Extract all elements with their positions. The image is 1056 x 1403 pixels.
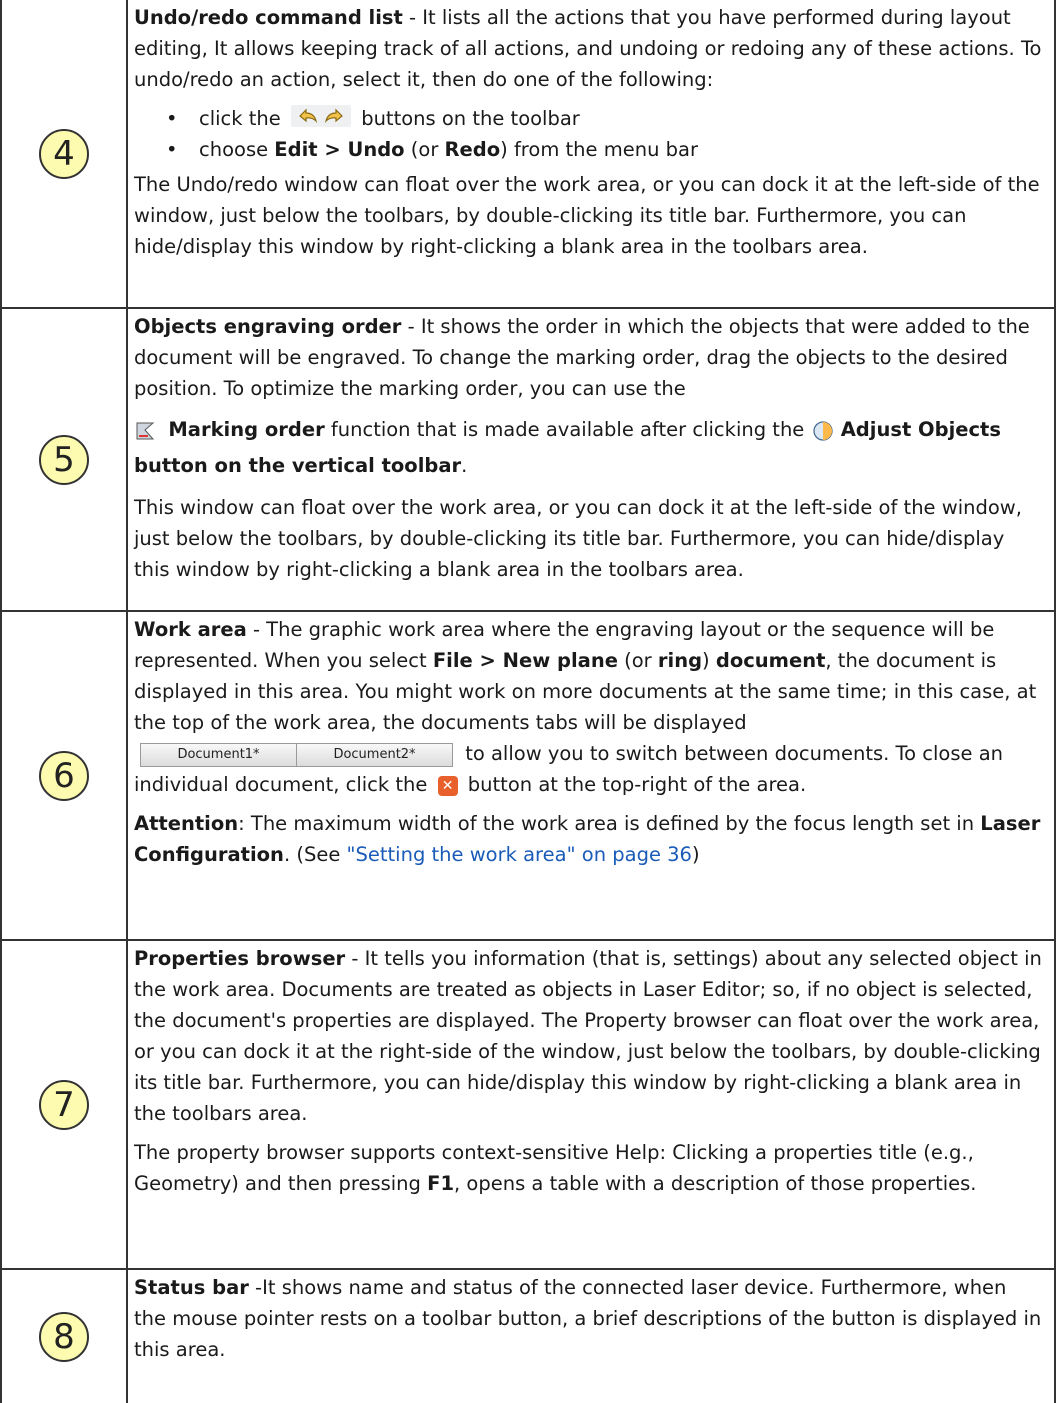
- text: The property browser supports context-sensitive Help: Clicking a properties title (e.g., Geometry) and then pressing: [134, 1141, 974, 1195]
- text: , the document is displayed in this area. You might work on more documents at the same time; in this case, at the top of the work area, the documents tabs will be displayed: [134, 649, 1037, 734]
- paragraph: [134, 1137, 1044, 1199]
- number-cell: [1, 611, 127, 940]
- text: -It shows name and status of the connected laser device. Furthermore, when the mouse pointer rests on a toolbar button, a brief descriptions of the button is displayed in this area.: [134, 1276, 1042, 1361]
- text: ) from the menu bar: [500, 138, 698, 161]
- text: . (See: [283, 843, 347, 866]
- menu-path: Laser Configuration: [134, 812, 1041, 866]
- paragraph: This window can float over the work area, or you can dock it at the left-side of the window, just below the toolbars, by double-clicking its title bar. Furthermore, you can hide/display this window by right-clicking a blank area in the toolbars area.: [134, 496, 1022, 581]
- redo-arrow-icon: [323, 107, 345, 125]
- table-row: [1, 940, 1055, 1269]
- paragraph: [134, 311, 1044, 404]
- text: : The maximum width of the work area is defined by the focus length set in: [238, 812, 981, 835]
- paragraph: [134, 808, 1044, 870]
- description-cell: [127, 1269, 1055, 1403]
- undo-arrow-icon: [297, 107, 319, 125]
- menu-path: ring: [657, 649, 703, 672]
- function-name: Marking order: [168, 418, 325, 441]
- description-cell: [127, 940, 1055, 1269]
- document-tabs: [140, 743, 453, 767]
- text: - It shows the order in which the objects that were added to the document will be engraved. To change the marking order, drag the objects to the desired position. To optimize the marking order, you can use the: [134, 315, 1030, 400]
- paragraph: [134, 943, 1044, 1129]
- number-badge: 4: [39, 129, 89, 179]
- number-badge: 5: [39, 435, 89, 485]
- text: - It lists all the actions that you have performed during layout editing, It allows keeping track of all actions, and undoing or redoing any of these actions. To undo/redo an action, select it, then do one of the following:: [134, 6, 1042, 91]
- text: function that is made available after clicking the: [324, 418, 805, 441]
- adjust-objects-icon: [811, 419, 835, 443]
- item-title: Work area: [134, 618, 247, 641]
- number-badge: 8: [39, 1312, 89, 1362]
- number-cell: [1, 1269, 127, 1403]
- cross-reference-link[interactable]: "Setting the work area" on page 36: [346, 843, 692, 866]
- menu-path: Redo: [444, 138, 501, 161]
- text: .: [461, 454, 468, 477]
- bullet-list: [134, 103, 1044, 165]
- list-item: [166, 134, 1044, 165]
- paragraph: The Undo/redo window can float over the work area, or you can dock it at the left-side of the window, just below the toolbars, by double-clicking its title bar. Furthermore, you can hide/display this window by right-clicking a blank area in the toolbars area.: [134, 173, 1040, 258]
- menu-path: File > New plane: [432, 649, 618, 672]
- description-cell: [127, 308, 1055, 611]
- text: buttons on the toolbar: [361, 107, 580, 130]
- button-name: Adjust Objects button on the vertical toolbar: [134, 418, 1001, 477]
- number-cell: [1, 308, 127, 611]
- item-title: Properties browser: [134, 947, 346, 970]
- text: click the: [199, 107, 281, 130]
- paragraph: [134, 614, 1044, 800]
- text: - The graphic work area where the engraving layout or the sequence will be represented. When you select: [134, 618, 995, 672]
- number-cell: [1, 0, 127, 308]
- marking-order-icon: [134, 420, 156, 442]
- table-row: [1, 0, 1055, 308]
- attention-label: Attention: [134, 812, 239, 835]
- undo-redo-buttons: [291, 105, 351, 127]
- list-item: [166, 103, 1044, 134]
- text: ): [702, 649, 716, 672]
- text: - It tells you information (that is, settings) about any selected object in the work area. Documents are treated as objects in Laser Editor; so, if no object is selected, the document's properties are displayed. The Property browser can float over the work area, or you can dock it at the right-side of the window, just below the toolbars, by double-clicking its title bar. Furthermore, you can hide/display this window by right-clicking a blank area in the toolbars area.: [134, 947, 1042, 1125]
- table-row: [1, 308, 1055, 611]
- paragraph: [134, 1272, 1044, 1365]
- paragraph: [134, 2, 1044, 95]
- number-cell: [1, 940, 127, 1269]
- text: (or: [404, 138, 445, 161]
- paragraph: [134, 412, 1044, 484]
- text: button at the top-right of the area.: [467, 773, 807, 796]
- close-icon: ✕: [438, 776, 458, 796]
- menu-path: document: [715, 649, 826, 672]
- table-row: [1, 611, 1055, 940]
- menu-path: Edit > Undo: [274, 138, 405, 161]
- text: ): [691, 843, 700, 866]
- tab-document2: Document2*: [297, 743, 453, 767]
- table-row: [1, 1269, 1055, 1403]
- description-cell: [127, 611, 1055, 940]
- tab-document1: Document1*: [140, 743, 297, 767]
- number-badge: 6: [39, 751, 89, 801]
- item-title: Undo/redo command list: [134, 6, 403, 29]
- text: , opens a table with a description of those properties.: [454, 1172, 977, 1195]
- key-name: F1: [427, 1172, 455, 1195]
- text: to allow you to switch between documents. To close an individual document, click the: [134, 742, 1004, 796]
- text: (or: [617, 649, 658, 672]
- item-title: Status bar: [134, 1276, 249, 1299]
- text: choose: [199, 138, 275, 161]
- item-title: Objects engraving order: [134, 315, 402, 338]
- number-badge: 7: [39, 1080, 89, 1130]
- description-cell: [127, 0, 1055, 308]
